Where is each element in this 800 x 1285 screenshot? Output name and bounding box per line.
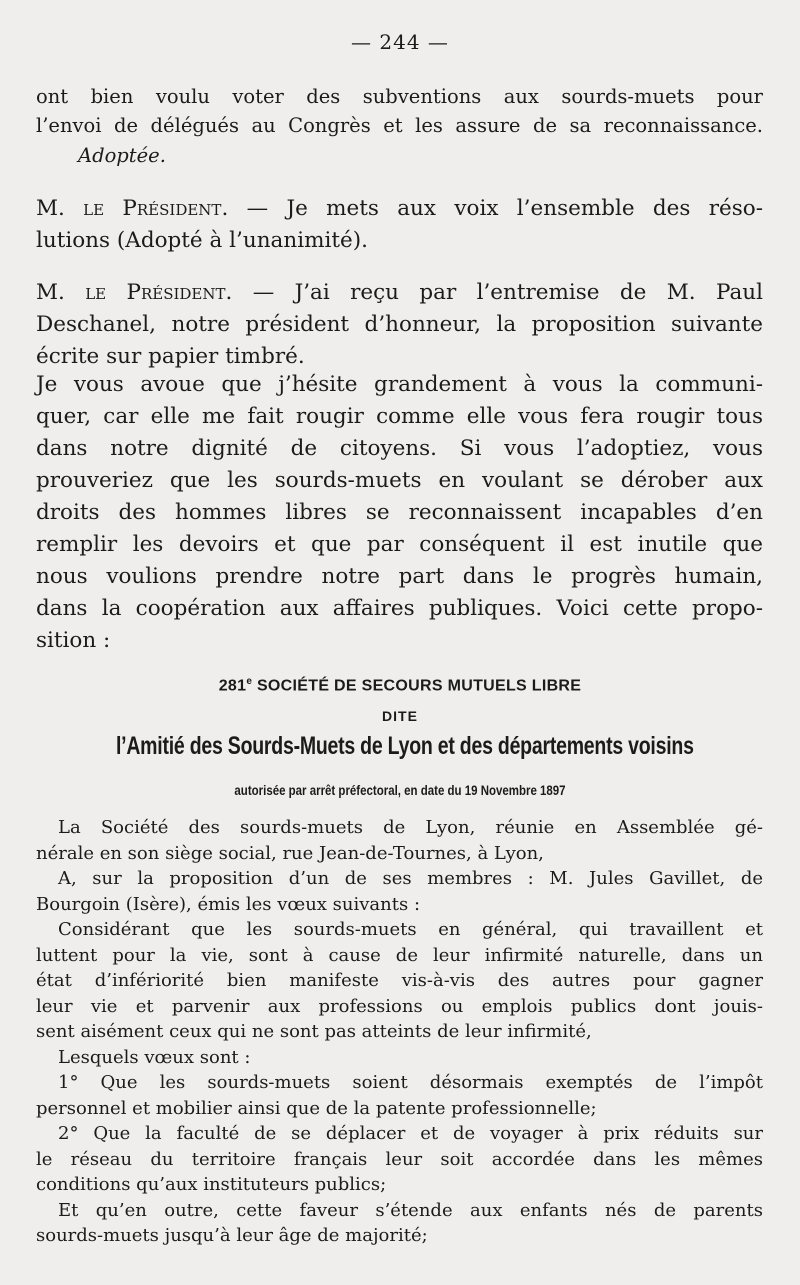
text-line: luttent pour la vie, sont à cause de leur infirmité naturelle, dans un (36, 944, 763, 966)
text-line: le réseau du territoire français leur soit accordée dans les mêmes (36, 1148, 763, 1170)
paragraph-hesitation (36, 369, 763, 657)
society-heading: 281e SOCIÉTÉ DE SECOURS MUTUELS LIBRE (218, 676, 582, 695)
text-line: état d’infériorité bien manifeste vis-à-vis des autres pour gagner (36, 970, 763, 991)
text-line: Lesquels vœux sont : (58, 1046, 251, 1068)
paragraph-subventions (36, 82, 763, 140)
text-fragment: — Je mets aux voix l’ensemble des réso- (228, 196, 764, 221)
text-line: nous voulions prendre notre part dans le progrès humain, (36, 564, 763, 589)
text-line: leur vie et parvenir aux professions ou emplois publics dont jouis- (36, 995, 763, 1017)
text-line: droits des hommes libres se reconnaissent incapables d’en (36, 500, 763, 525)
text-line: sent aisément ceux qui ne sont pas atteints de leur infirmité, (36, 1021, 592, 1042)
text-line: conditions qu’aux instituteurs publics; (36, 1174, 387, 1195)
text-line: 2° Que la faculté de se déplacer et de voyager à prix réduits sur (58, 1123, 763, 1144)
paragraph-president-vote (36, 193, 763, 257)
text-line: Je vous avoue que j’hésite grandement à vous la communi- (36, 372, 763, 397)
text-line: quer, car elle me fait rougir comme elle vous fera rougir tous (36, 404, 763, 429)
speaker-label: M. le Président. (36, 280, 233, 305)
text-line: sition : (36, 628, 111, 653)
paragraph-president-proposal (36, 277, 763, 373)
adoptee-note: Adoptée. (78, 144, 166, 167)
text-line: ont bien voulu voter des subventions aux sourds-muets pour (36, 85, 763, 108)
text-line: A, sur la proposition d’un de ses membres : M. Jules Gavillet, de (58, 868, 763, 889)
text-line: Et qu’en outre, cette faveur s’étende aux enfants nés de parents (58, 1199, 763, 1221)
text-line: Bourgoin (Isère), émis les vœux suivants : (36, 893, 421, 915)
speaker-label: M. le Président. (36, 196, 229, 221)
text-fragment: — J’ai reçu par l’entremise de M. Paul (232, 280, 764, 305)
text-line: La Société des sourds-muets de Lyon, réunie en Assemblée gé- (58, 817, 763, 838)
resolution-text (36, 815, 763, 1249)
text-line: sourds-muets jusqu’à leur âge de majorité; (36, 1225, 428, 1246)
text-line: dans la coopération aux affaires publiques. Voici cette propo- (36, 596, 763, 621)
text-line: dans notre dignité de citoyens. Si vous l’adoptiez, vous (36, 436, 763, 461)
text-line: prouveriez que les sourds-muets en voulant se dérober aux (36, 468, 763, 493)
text-line: l’envoi de délégués au Congrès et les assure de sa reconnaissance. (36, 114, 763, 137)
text-line: écrite sur papier timbré. (36, 344, 305, 369)
text-line: Deschanel, notre président d’honneur, la proposition suivante (36, 312, 763, 337)
text-line: Considérant que les sourds-muets en général, qui travaillent et (58, 919, 763, 940)
page-number: — 244 — (351, 30, 449, 54)
text-line: nérale en son siège social, rue Jean-de-Tournes, à Lyon, (36, 842, 544, 864)
society-dite: DITE (382, 708, 418, 724)
text-line: remplir les devoirs et que par conséquent il est inutile que (36, 532, 763, 557)
text-line: lutions (Adopté à l’unanimité). (36, 228, 368, 253)
society-authorization: autorisée par arrêt préfectoral, en date du 19 Novembre 1897 (234, 782, 566, 798)
society-title: l’Amitié des Sourds-Muets de Lyon et des départements voisins (115, 732, 694, 760)
text-line: 1° Que les sourds-muets soient désormais exemptés de l’impôt (58, 1072, 763, 1093)
text-line: personnel et mobilier ainsi que de la patente professionnelle; (36, 1097, 597, 1119)
